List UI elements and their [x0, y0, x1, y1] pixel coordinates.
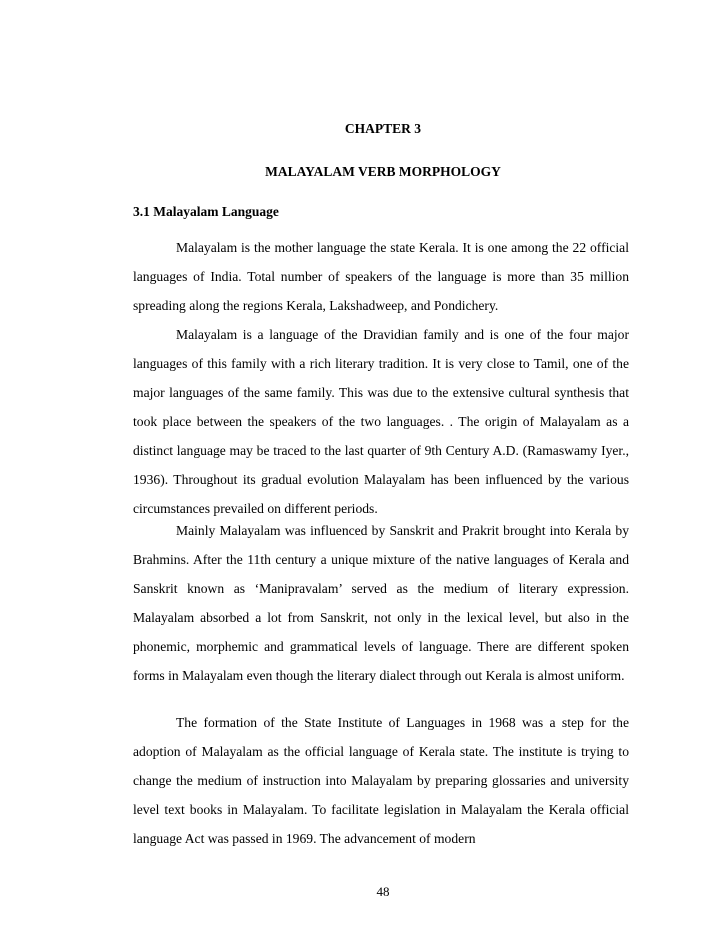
body-paragraph: Mainly Malayalam was influenced by Sanskrit and Prakrit brought into Kerala by Brahmins. After the 11th century a unique mixture of the native languages of Kerala and Sanskrit known as ‘Manipravalam’ served as the medium of literary expression. Malayalam absorbed a lot from Sanskrit, not only in the lexical level, but also in the phonemic, morphemic and grammatical levels of language. There are different spoken forms in Malayalam even though the literary dialect through out Kerala is almost uniform.: [133, 523, 629, 683]
chapter-label: CHAPTER 3: [344, 121, 422, 136]
body-paragraph: Malayalam is a language of the Dravidian family and is one of the four major languages of this family with a rich literary tradition. It is very close to Tamil, one of the major languages of the same family. This was due to the extensive cultural synthesis that took place between the speakers of the two languages. . The origin of Malayalam as a distinct language may be traced to the last quarter of 9th Century A.D. (Ramaswamy Iyer., 1936). Throughout its gradual evolution Malayalam has been influenced by the various circumstances prevailed on different periods.: [133, 327, 629, 516]
body-paragraph: Malayalam is the mother language the state Kerala. It is one among the 22 official languages of India. Total number of speakers of the language is more than 35 million spreading along the regions Kerala, Lakshadweep, and Pondichery.: [133, 240, 629, 313]
page-number: 48: [376, 884, 390, 899]
section-heading: 3.1 Malayalam Language: [133, 204, 279, 219]
chapter-title: MALAYALAM VERB MORPHOLOGY: [265, 164, 501, 179]
body-paragraph: The formation of the State Institute of Languages in 1968 was a step for the adoption of Malayalam as the official language of Kerala state. The institute is trying to change the medium of instruction into Malayalam by preparing glossaries and university level text books in Malayalam. To facilitate legislation in Malayalam the Kerala official language Act was passed in 1969. The advancement of modern: [133, 715, 629, 846]
